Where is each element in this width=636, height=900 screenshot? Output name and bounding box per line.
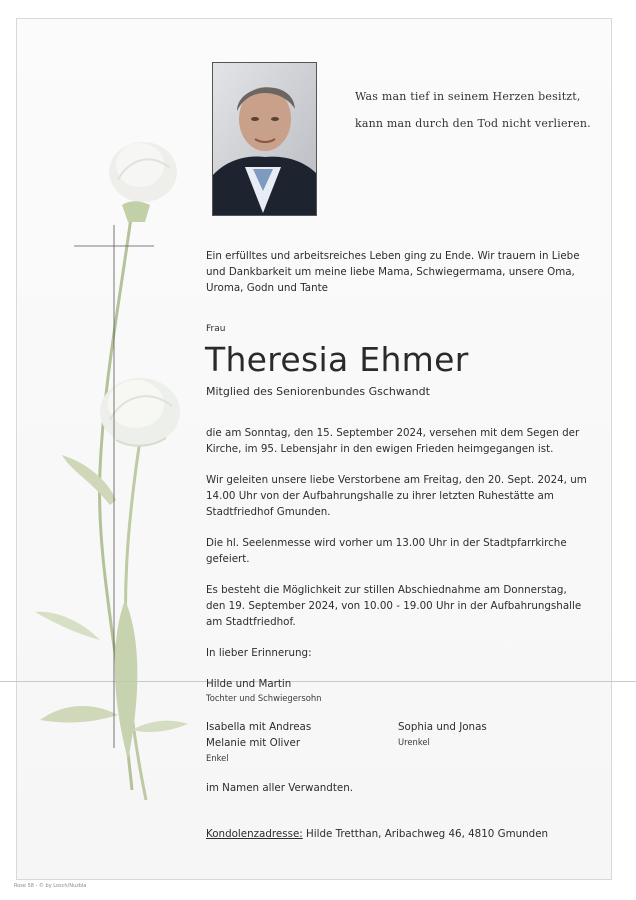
condolence-address xyxy=(206,826,548,843)
subtitle: Mitglied des Seniorenbundes Gschwandt xyxy=(206,385,430,398)
mass-line-2: gefeiert. xyxy=(206,553,250,565)
footer-credit: Rose 58 - © by Losch/Nuzbla xyxy=(14,883,87,889)
mourner-group-2-relation: Enkel xyxy=(206,753,229,763)
salutation: Frau xyxy=(206,324,226,334)
mourner-group-3-relation: Urenkel xyxy=(398,737,430,747)
deceased-name: Theresia Ehmer xyxy=(205,340,469,379)
funeral-line-3: Stadtfriedhof Gmunden. xyxy=(206,506,331,518)
mourner-group-3-names: Sophia und Jonas xyxy=(398,721,487,733)
mourner-group-1-relation: Tochter und Schwiegersohn xyxy=(206,693,322,703)
mass-line-1: Die hl. Seelenmesse wird vorher um 13.00 Uhr in der Stadtpfarrkirche xyxy=(206,537,567,549)
farewell-line-1: Es besteht die Möglichkeit zur stillen Abschiednahme am Donnerstag, xyxy=(206,584,567,596)
intro-line-3: Uroma, Godn und Tante xyxy=(206,282,328,294)
condolence-address-text: Hilde Tretthan, Aribachweg 46, 4810 Gmunden xyxy=(302,828,549,840)
intro-line-2: und Dankbarkeit um meine liebe Mama, Schwiegermama, unsere Oma, xyxy=(206,266,575,278)
intro-line-1: Ein erfülltes und arbeitsreiches Leben ging zu Ende. Wir trauern in Liebe xyxy=(206,250,580,262)
death-notice-line-2: Kirche, im 95. Lebensjahr in den ewigen Frieden heimgegangen ist. xyxy=(206,443,554,455)
funeral-line-2: 14.00 Uhr von der Aufbahrungshalle zu ihrer letzten Ruhestätte am xyxy=(206,490,554,502)
mourner-group-2-line-1: Isabella mit Andreas xyxy=(206,721,312,733)
relatives-line: im Namen aller Verwandten. xyxy=(206,782,353,794)
mourner-group-1-names: Hilde und Martin xyxy=(206,678,292,690)
mourner-group-2-line-2: Melanie mit Oliver xyxy=(206,737,301,749)
funeral-line-1: Wir geleiten unsere liebe Verstorbene am Freitag, den 20. Sept. 2024, um xyxy=(206,474,587,486)
quote-line-1: Was man tief in seinem Herzen besitzt, xyxy=(355,90,581,103)
death-notice-line-1: die am Sonntag, den 15. September 2024, versehen mit dem Segen der xyxy=(206,427,580,439)
farewell-line-3: am Stadtfriedhof. xyxy=(206,616,296,628)
in-memory: In lieber Erinnerung: xyxy=(206,647,312,659)
condolence-label: Kondolenzadresse: xyxy=(206,828,303,840)
farewell-line-2: den 19. September 2024, von 10.00 - 19.00 Uhr in der Aufbahrungshalle xyxy=(206,600,582,612)
portrait-photo xyxy=(212,62,317,216)
quote-line-2: kann man durch den Tod nicht verlieren. xyxy=(355,117,591,130)
